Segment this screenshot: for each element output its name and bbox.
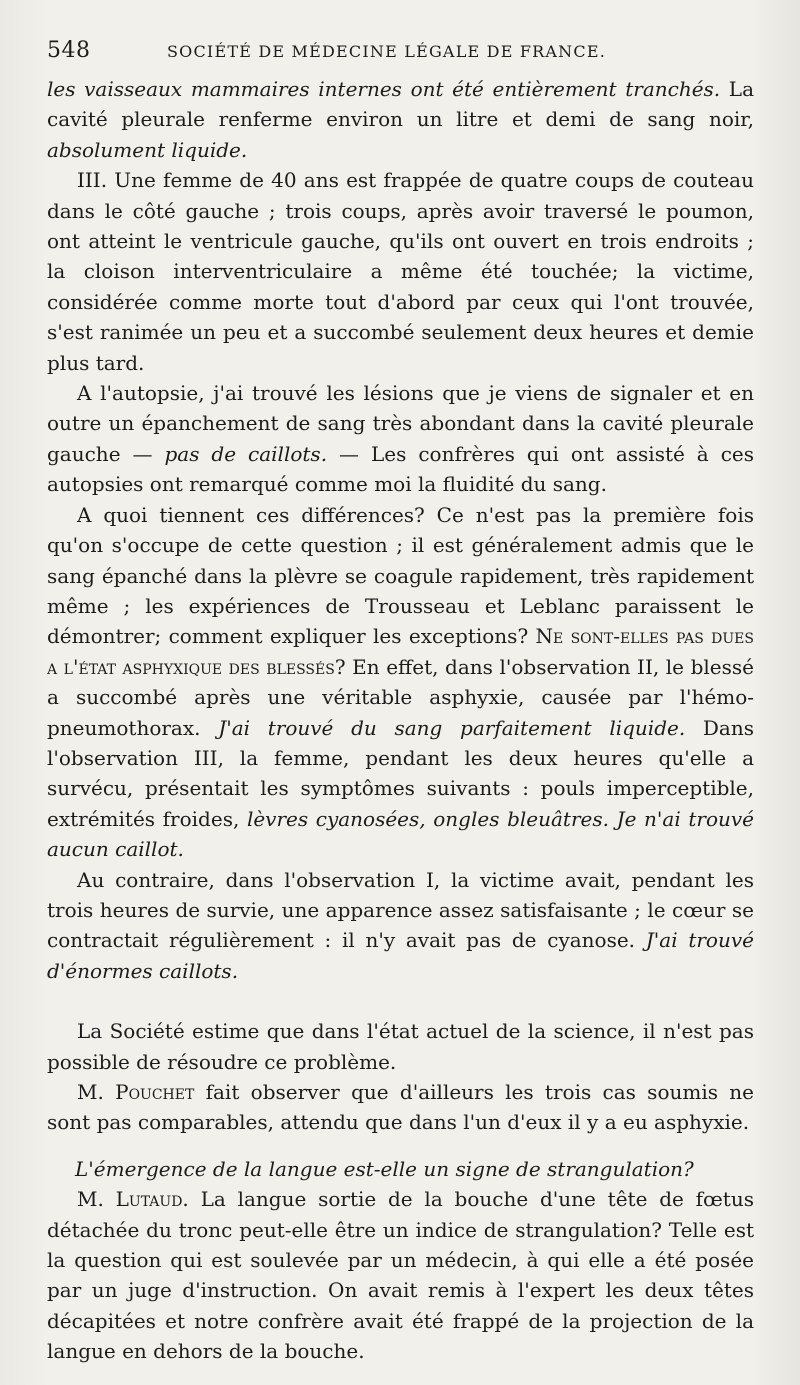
text-run: La langue sortie de la bouche d'une tête de fœtus détachée du tronc peut-elle être un indice de strangulation? Telle est la question qui est soulevée par un médecin, à qui elle a été posée par un juge d'instruction. On avait remis à l'expert les deux têtes décapitées et notre confrère avait été frappé de la projection de la langue en dehors de la bouche. bbox=[47, 1187, 754, 1364]
small-caps-phrase: Ne sont-elles pas dues a l'état asphyxique des blessés? bbox=[47, 624, 754, 679]
italic-phrase: lèvres cyanosées, ongles bleuâtres. Je n'ai trouvé aucun caillot. bbox=[47, 806, 755, 862]
paragraph-gap bbox=[47, 1138, 754, 1154]
text-run: A quoi tiennent ces différences? Ce n'est pas la première fois qu'on s'occupe de cette question ; il est généralement admis que le sang épanché dans la plèvre se coagule rapidement, très rapidement même ; les expériences de Trousseau et Leblanc paraissent le démontrer; comment expliquer les exceptions? bbox=[47, 502, 754, 649]
paragraph-pouchet bbox=[47, 1077, 754, 1138]
paragraph-contrary bbox=[47, 865, 754, 987]
section-title: L'émergence de la langue est-elle un signe de strangulation? bbox=[75, 1156, 694, 1181]
text-run: Au contraire, dans l'observation I, la victime avait, pendant les trois heures de survie, une apparence assez satisfaisante ; le cœur se contractait régulièrement : il n'y avait pas de cyanose. bbox=[47, 867, 754, 953]
text-run: fait observer que d'ailleurs les trois cas soumis ne sont pas comparables, attendu que dans l'un d'eux il y a eu asphyxie. bbox=[47, 1080, 754, 1135]
italic-phrase: J'ai trouvé du sang parfaitement liquide. bbox=[218, 715, 686, 740]
text-run: — Les confrères qui ont assisté à ces autopsies ont remarqué comme moi la fluidité du sang. bbox=[47, 441, 754, 497]
text-run: En effet, dans l'observation II, le blessé a succombé après une véritable asphyxie, causée par l'hémo-pneumothorax. bbox=[47, 654, 754, 740]
italic-phrase: les vaisseaux mammaires internes ont été entièrement tranchés. bbox=[47, 77, 721, 101]
paragraph-observation-iii: III. Une femme de 40 ans est frappée de quatre coups de couteau dans le côté gauche ; trois coups, après avoir traversé le poumon, ont atteint le ventricule gauche, qu'ils ont ouvert en trois endroits ; la cloison interventriculaire a même été touchée; la victime, considérée comme morte tout d'abord par ceux qui l'ont trouvée, s'est ranimée un peu et a succombé seulement deux heures et demie plus tard. bbox=[47, 168, 754, 375]
text-run: A l'autopsie, j'ai trouvé les lésions que je viens de signaler et en outre un épanchement de sang très abondant dans la cavité pleurale gauche — bbox=[47, 381, 754, 466]
paragraph-continuation bbox=[47, 74, 754, 165]
paragraph-differences bbox=[47, 500, 754, 865]
speaker-name: M. Pouchet bbox=[77, 1080, 195, 1104]
body-text bbox=[47, 74, 754, 1367]
text-run: Dans l'observation III, la femme, pendant les deux heures qu'elle a survécu, présentait les symptômes suivants : pouls imperceptible, extrémités froides, bbox=[47, 715, 754, 831]
journal-title: SOCIÉTÉ DE MÉDECINE LÉGALE DE FRANCE. bbox=[167, 42, 606, 61]
paragraph-autopsy bbox=[47, 378, 754, 500]
paragraph-gap bbox=[47, 986, 754, 1016]
italic-phrase: J'ai trouvé d'énormes caillots. bbox=[47, 928, 754, 983]
paragraph-society: La Société estime que dans l'état actuel de la science, il n'est pas possible de résoudre ce problème. bbox=[47, 1019, 754, 1074]
page-number: 548 bbox=[47, 38, 91, 63]
italic-phrase: absolument liquide. bbox=[47, 137, 248, 162]
running-head bbox=[47, 38, 754, 72]
italic-phrase: pas de caillots. bbox=[164, 441, 328, 466]
text-run: La cavité pleurale renferme environ un litre et demi de sang noir, bbox=[47, 77, 755, 132]
paragraph-lutaud bbox=[47, 1184, 754, 1366]
speaker-name: M. Lutaud. bbox=[77, 1187, 189, 1212]
